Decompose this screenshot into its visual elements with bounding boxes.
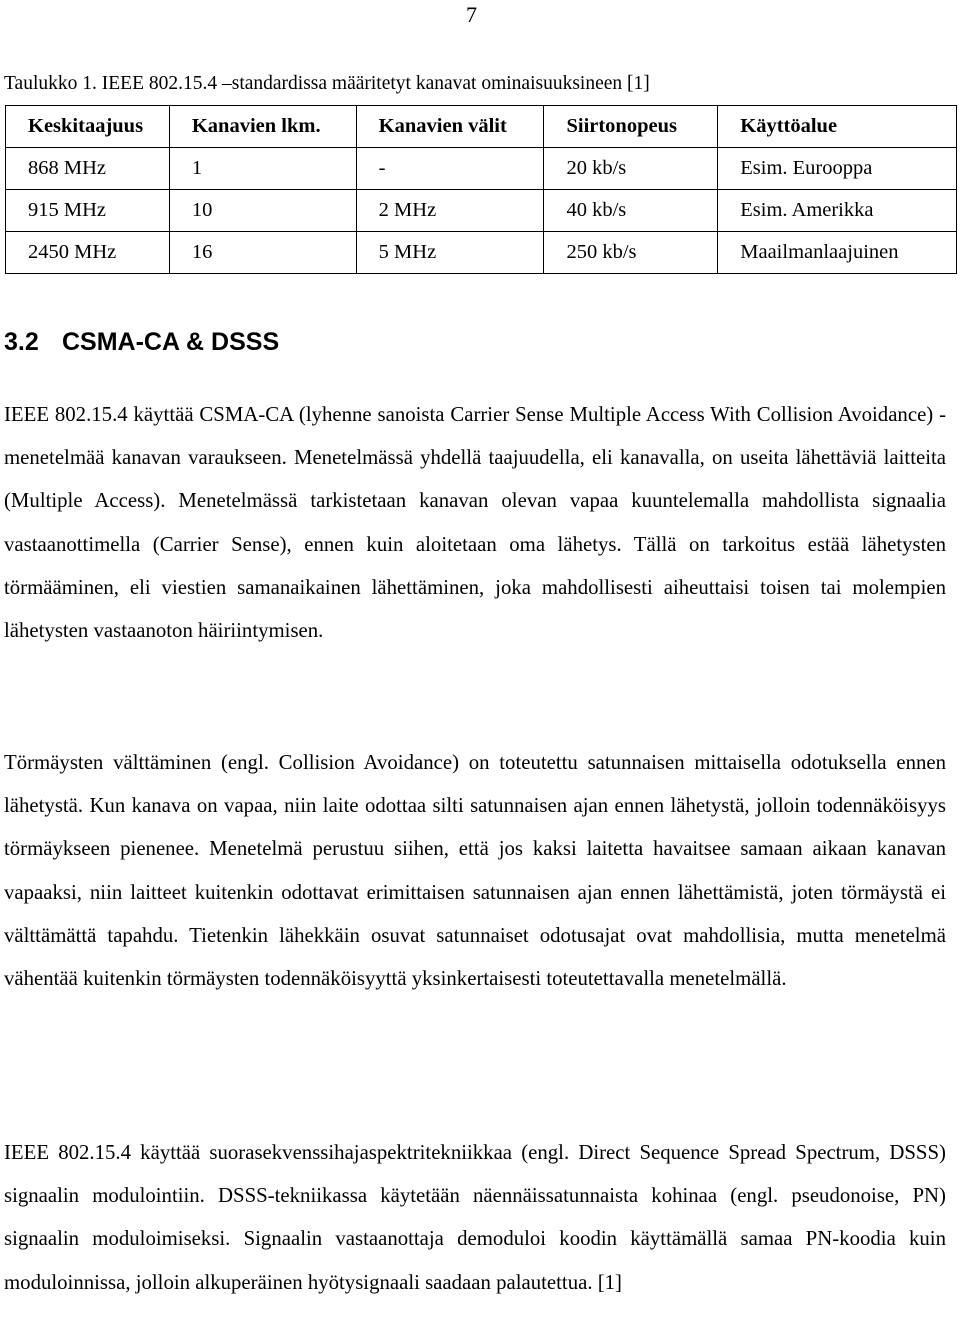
table-header-row [6, 106, 957, 148]
paragraph-collision-avoidance: Törmäysten välttäminen (engl. Collision Avoidance) on toteutettu satunnaisen mittaisella odotuksella ennen lähetystä. Kun kanava on vapaa, niin laite odottaa silti satunnaisen ajan ennen lähetystä, jolloin todennäköisyys törmäykseen pienenee. Menetelmä perustuu siihen, että jos kaksi laitetta havaitsee samaan aikaan kanavan vapaaksi, niin laitteet kuitenkin odottavat erimittaisen satunnaisen ajan ennen lähettämistä, joten törmäystä ei välttämättä tapahdu. Tietenkin lähekkäin osuvat satunnaiset odotusajat ovat mahdollisia, mutta menetelmä vähentää kuitenkin törmäysten todennäköisyyttä yksinkertaisesti toteutettavalla menetelmällä. [4, 751, 946, 991]
header-kanavien-lkm: Kanavien lkm. [169, 106, 356, 148]
table-cell: 16 [169, 232, 356, 274]
table-cell: 5 MHz [356, 232, 544, 274]
table-row [6, 190, 957, 232]
table-cell: 10 [169, 190, 356, 232]
table-cell: Maailmanlaajuinen [718, 232, 957, 274]
section-title: CSMA-CA & DSSS [62, 328, 280, 356]
table-cell: Esim. Amerikka [718, 190, 957, 232]
table-cell: 40 kb/s [544, 190, 718, 232]
table-cell: 868 MHz [6, 148, 170, 190]
table-cell: 2450 MHz [6, 232, 170, 274]
table-cell: 915 MHz [6, 190, 170, 232]
table-caption: Taulukko 1. IEEE 802.15.4 –standardissa määritetyt kanavat ominaisuuksineen [1] [4, 73, 650, 94]
table-cell: 20 kb/s [544, 148, 718, 190]
table-cell: 250 kb/s [544, 232, 718, 274]
table-cell: Esim. Eurooppa [718, 148, 957, 190]
table-row [6, 148, 957, 190]
header-keskitaajuus: Keskitaajuus [6, 106, 170, 148]
paragraph-dsss: IEEE 802.15.4 käyttää suorasekvenssihajaspektritekniikkaa (engl. Direct Sequence Spread Spectrum, DSSS) signaalin modulointiin. DSSS-tekniikassa käytetään näennäissatunnaista kohinaa (engl. pseudonoise, PN) signaalin moduloimiseksi. Signaalin vastaanottaja demoduloi koodin käyttämällä samaa PN-koodia kuin moduloinnissa, jolloin alkuperäinen hyötysignaali saadaan palautettua. [1] [4, 1141, 946, 1294]
table-row [6, 232, 957, 274]
paragraph-csma-ca: IEEE 802.15.4 käyttää CSMA-CA (lyhenne sanoista Carrier Sense Multiple Access With Collision Avoidance) -menetelmää kanavan varaukseen. Menetelmässä yhdellä taajuudella, eli kanavalla, on useita lähettäviä laitteita (Multiple Access). Menetelmässä tarkistetaan kanavan olevan vapaa kuuntelemalla mahdollista signaalia vastaanottimella (Carrier Sense), ennen kuin aloitetaan oma lähetys. Tällä on tarkoitus estää lähetysten törmääminen, eli viestien samanaikainen lähettäminen, joka mahdollisesti aiheuttaisi toisen tai molempien lähetysten vastaanoton häiriintymisen. [4, 403, 946, 643]
header-kayttoalue: Käyttöalue [718, 106, 957, 148]
page-number: 7 [466, 2, 477, 27]
channel-table [5, 105, 957, 274]
header-siirtonopeus: Siirtonopeus [544, 106, 718, 148]
section-heading [4, 328, 279, 357]
header-kanavien-valit: Kanavien välit [356, 106, 544, 148]
table-cell: - [356, 148, 544, 190]
table-cell: 2 MHz [356, 190, 544, 232]
section-number: 3.2 [4, 328, 39, 356]
table-cell: 1 [169, 148, 356, 190]
